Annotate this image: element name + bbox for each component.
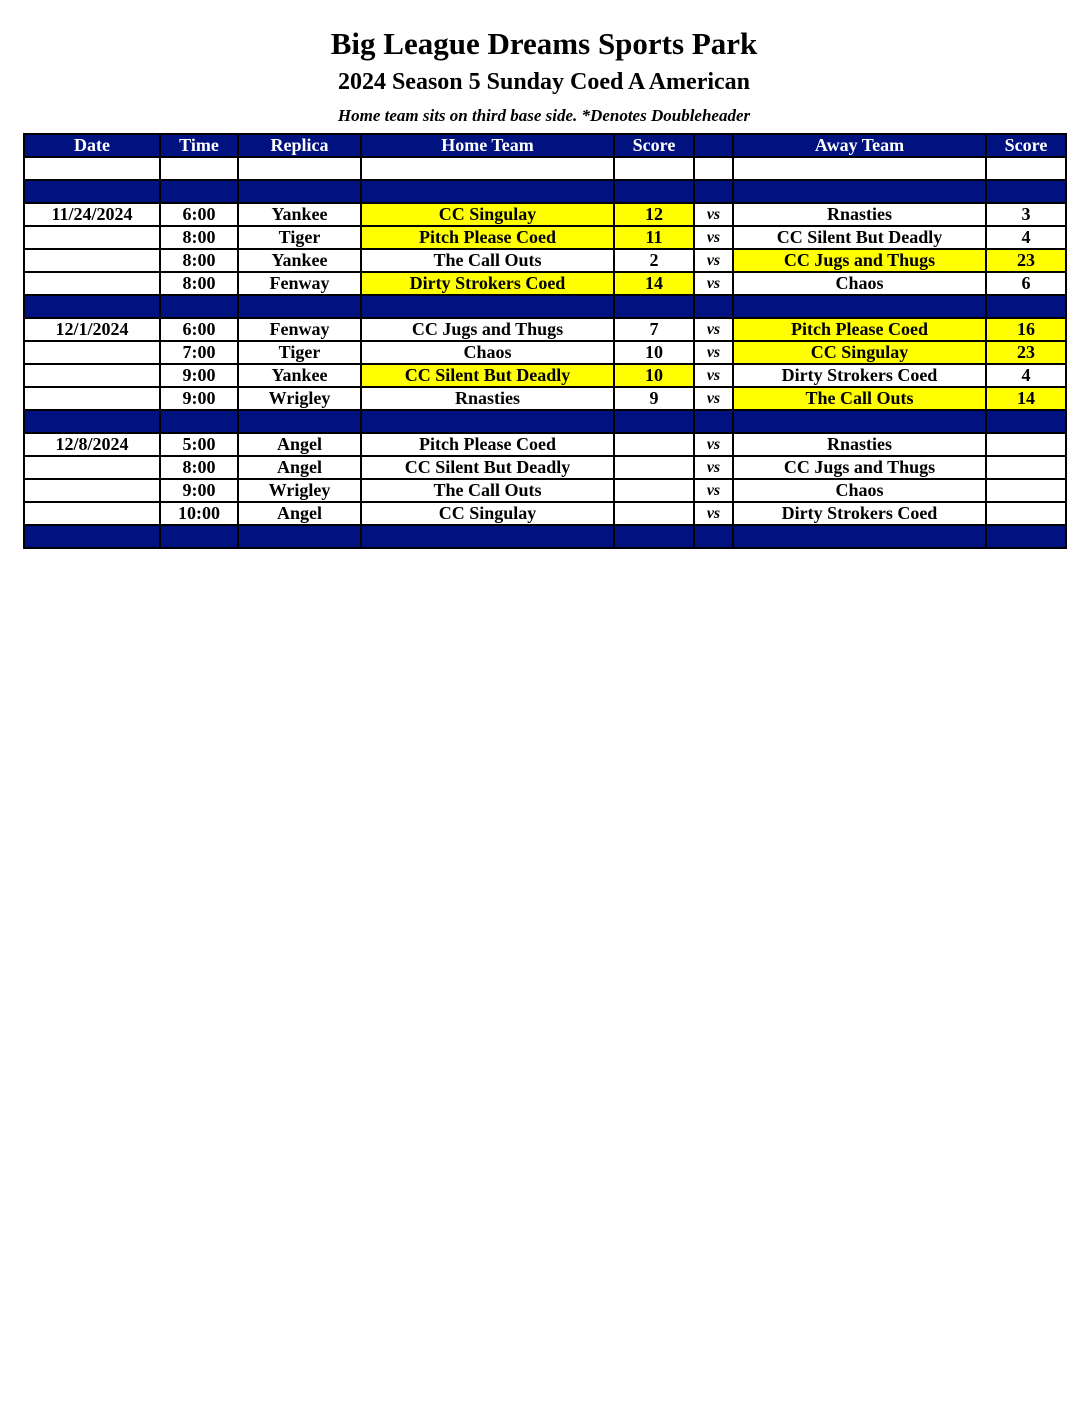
cell-home: CC Jugs and Thugs [361,318,614,341]
cell-home: CC Singulay [361,502,614,525]
cell-home-score: 12 [614,203,694,226]
cell-time: 6:00 [160,318,238,341]
cell-away: CC Jugs and Thugs [733,456,986,479]
cell-away [733,525,986,548]
cell-time: 6:00 [160,203,238,226]
cell-time: 10:00 [160,502,238,525]
cell-away-score: 16 [986,318,1066,341]
cell-home-score: 7 [614,318,694,341]
cell-vs: vs [694,479,733,502]
cell-vs: vs [694,272,733,295]
cell-away-score: 4 [986,364,1066,387]
cell-vs [694,295,733,318]
cell-home-score: 9 [614,387,694,410]
cell-home: The Call Outs [361,249,614,272]
cell-date: 11/24/2024 [24,203,160,226]
cell-home [361,157,614,180]
game-row [24,433,1066,456]
cell-away [733,295,986,318]
cell-date [24,387,160,410]
cell-home-score [614,525,694,548]
cell-date [24,180,160,203]
cell-replica: Tiger [238,226,361,249]
cell-time: 8:00 [160,249,238,272]
cell-away-score: 23 [986,341,1066,364]
cell-home: The Call Outs [361,479,614,502]
schedule-note: Home team sits on third base side. *Denotes Doubleheader [337,106,751,125]
game-row [24,341,1066,364]
cell-time [160,157,238,180]
cell-away-score [986,502,1066,525]
cell-home-score [614,479,694,502]
game-row [24,226,1066,249]
page-title: Big League Dreams Sports Park [330,26,758,61]
cell-away [733,157,986,180]
separator-row [24,295,1066,318]
cell-date [24,272,160,295]
cell-home [361,410,614,433]
column-header-vs [694,134,733,157]
cell-home-score [614,456,694,479]
cell-date [24,502,160,525]
cell-replica: Wrigley [238,479,361,502]
cell-vs [694,180,733,203]
cell-replica: Angel [238,456,361,479]
cell-replica [238,180,361,203]
separator-row [24,180,1066,203]
cell-away: Rnasties [733,433,986,456]
table-header-row [24,134,1066,157]
cell-replica: Yankee [238,249,361,272]
game-row [24,272,1066,295]
cell-replica: Yankee [238,203,361,226]
cell-vs: vs [694,318,733,341]
cell-vs: vs [694,456,733,479]
cell-away: CC Silent But Deadly [733,226,986,249]
cell-vs [694,410,733,433]
cell-away-score [986,180,1066,203]
cell-home: Pitch Please Coed [361,433,614,456]
cell-date [24,479,160,502]
cell-home-score: 14 [614,272,694,295]
cell-away-score [986,456,1066,479]
game-row [24,479,1066,502]
cell-home: CC Singulay [361,203,614,226]
cell-time [160,295,238,318]
column-header-home-score: Score [614,134,694,157]
game-row [24,318,1066,341]
cell-replica: Yankee [238,364,361,387]
game-row [24,364,1066,387]
cell-away: CC Jugs and Thugs [733,249,986,272]
schedule-table [23,133,1067,549]
cell-time: 7:00 [160,341,238,364]
cell-date [24,525,160,548]
cell-away [733,410,986,433]
cell-home-score [614,180,694,203]
cell-away: Dirty Strokers Coed [733,502,986,525]
cell-replica: Tiger [238,341,361,364]
cell-replica: Wrigley [238,387,361,410]
cell-replica: Angel [238,433,361,456]
cell-away: Rnasties [733,203,986,226]
game-row [24,387,1066,410]
cell-away: Chaos [733,479,986,502]
game-row [24,203,1066,226]
cell-home: CC Silent But Deadly [361,364,614,387]
cell-replica [238,157,361,180]
cell-time: 5:00 [160,433,238,456]
cell-replica [238,525,361,548]
cell-time [160,180,238,203]
cell-home-score: 10 [614,341,694,364]
column-header-away-score: Score [986,134,1066,157]
cell-home-score [614,295,694,318]
cell-vs: vs [694,433,733,456]
cell-replica [238,410,361,433]
cell-date: 12/8/2024 [24,433,160,456]
cell-time [160,410,238,433]
cell-home: CC Silent But Deadly [361,456,614,479]
page-subtitle: 2024 Season 5 Sunday Coed A American [337,69,751,95]
cell-date [24,157,160,180]
cell-away-score [986,525,1066,548]
cell-home: Rnasties [361,387,614,410]
cell-away-score [986,479,1066,502]
column-header-replica: Replica [238,134,361,157]
blank-row [24,157,1066,180]
cell-date [24,456,160,479]
cell-away-score [986,410,1066,433]
cell-away-score: 14 [986,387,1066,410]
cell-home-score: 10 [614,364,694,387]
separator-row [24,410,1066,433]
cell-vs [694,157,733,180]
cell-away: Chaos [733,272,986,295]
cell-replica: Fenway [238,272,361,295]
cell-home: Chaos [361,341,614,364]
cell-vs: vs [694,203,733,226]
cell-date [24,364,160,387]
cell-date [24,295,160,318]
cell-away-score: 3 [986,203,1066,226]
cell-home: Dirty Strokers Coed [361,272,614,295]
cell-away-score: 4 [986,226,1066,249]
cell-time [160,525,238,548]
cell-time: 8:00 [160,272,238,295]
cell-replica [238,295,361,318]
cell-away-score [986,295,1066,318]
schedule-body [24,157,1066,548]
column-header-away-team: Away Team [733,134,986,157]
game-row [24,249,1066,272]
cell-replica: Fenway [238,318,361,341]
cell-away: Dirty Strokers Coed [733,364,986,387]
column-header-date: Date [24,134,160,157]
cell-home: Pitch Please Coed [361,226,614,249]
cell-vs: vs [694,341,733,364]
cell-date: 12/1/2024 [24,318,160,341]
cell-time: 8:00 [160,456,238,479]
cell-home [361,525,614,548]
cell-home-score: 11 [614,226,694,249]
cell-vs: vs [694,249,733,272]
cell-away-score [986,433,1066,456]
cell-vs [694,525,733,548]
cell-away-score [986,157,1066,180]
cell-replica: Angel [238,502,361,525]
cell-away: The Call Outs [733,387,986,410]
cell-time: 9:00 [160,479,238,502]
cell-date [24,341,160,364]
cell-home [361,295,614,318]
cell-vs: vs [694,502,733,525]
cell-home-score: 2 [614,249,694,272]
cell-away: CC Singulay [733,341,986,364]
column-header-home-team: Home Team [361,134,614,157]
separator-row [24,525,1066,548]
game-row [24,456,1066,479]
cell-home-score [614,502,694,525]
cell-date [24,410,160,433]
cell-away-score: 6 [986,272,1066,295]
cell-home-score [614,433,694,456]
cell-time: 9:00 [160,387,238,410]
cell-vs: vs [694,226,733,249]
cell-date [24,226,160,249]
cell-away-score: 23 [986,249,1066,272]
cell-home [361,180,614,203]
column-header-time: Time [160,134,238,157]
cell-vs: vs [694,387,733,410]
game-row [24,502,1066,525]
cell-home-score [614,157,694,180]
cell-time: 9:00 [160,364,238,387]
cell-away [733,180,986,203]
cell-home-score [614,410,694,433]
cell-date [24,249,160,272]
cell-vs: vs [694,364,733,387]
cell-away: Pitch Please Coed [733,318,986,341]
cell-time: 8:00 [160,226,238,249]
